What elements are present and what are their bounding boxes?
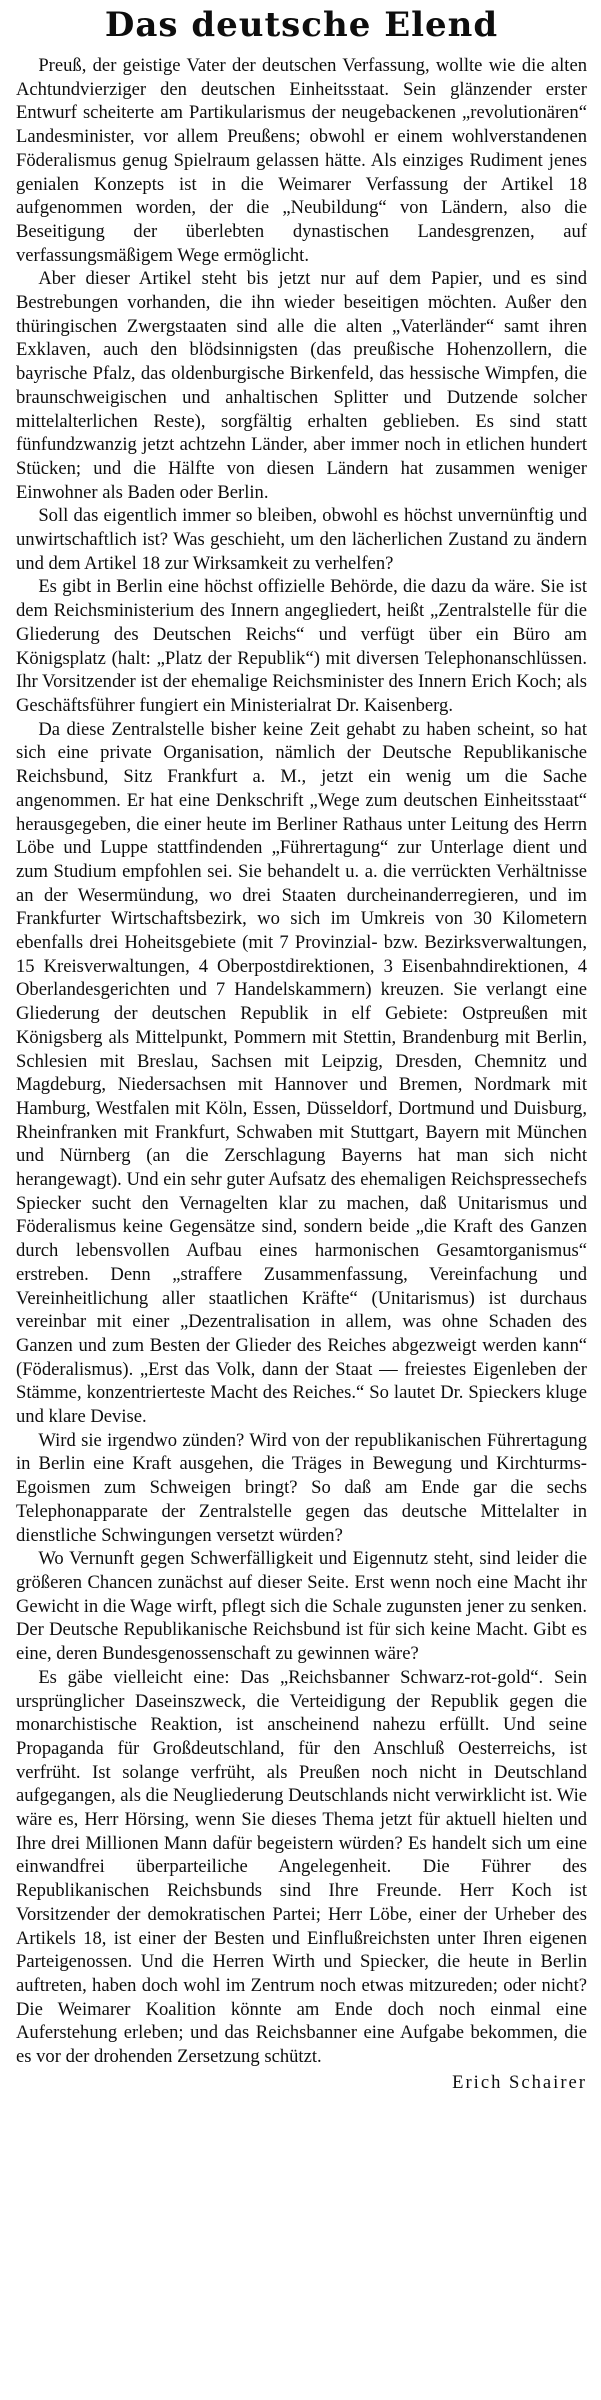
- paragraph-3: Soll das eigentlich immer so bleiben, obwohl es höchst unvernünftig und unwirtschaftlich ist? Was geschieht, um den lächerlichen Zustand zu ändern und dem Artikel 18 zur Wirksamkeit zu verhelfen?: [16, 505, 587, 574]
- article-body: [16, 54, 587, 2094]
- paragraph-1: Preuß, der geistige Vater der deutschen Verfassung, wollte wie die alten Achtundvierziger den deutschen Einheitsstaat. Sein glänzender erster Entwurf scheiterte am Partikularismus der neugebackenen „revolutionären“ Landesminister, vor allem Preußens; obwohl er einem wohlverstandenen Föderalismus genug Spielraum gelassen hätte. Als einziges Rudiment jenes genialen Konzepts ist in die Weimarer Verfassung der Artikel 18 aufgenommen worden, der die „Neubildung“ von Ländern, also die Beseitigung der überlebten dynastischen Landesgrenzen, auf verfassungsmäßigem Wege ermöglicht.: [16, 55, 587, 266]
- article-headline: Das deutsche Elend: [104, 5, 499, 45]
- paragraph-8: Es gäbe vielleicht eine: Das „Reichsbanner Schwarz-rot-gold“. Sein ursprünglicher Daseinszweck, die Verteidigung der Republik gegen die monarchistische Reaktion, ist anscheinend nahezu erfüllt. Und seine Propaganda für Großdeutschland, für den Anschluß Oesterreichs, ist verfrüht. Ist solange verfrüht, als Preußen noch nicht in Deutschland aufgegangen, als die Neugliederung Deutschlands nicht verwirklicht ist. Wie wäre es, Herr Hörsing, wenn Sie dieses Thema jetzt für aktuell hielten und Ihre drei Millionen Mann dafür begeistern würden? Es handelt sich um eine einwandfrei überparteiliche Angelegenheit. Die Führer des Republikanischen Reichsbunds sind Ihre Freunde. Herr Koch ist Vorsitzender der demokratischen Partei; Herr Löbe, einer der Urheber des Artikels 18, ist einer der Besten und Einflußreichsten unter Ihren eigenen Parteigenossen. Und die Herren Wirth und Spiecker, die heute in Berlin auftreten, haben doch wohl im Zentrum noch etwas mitzureden; oder nicht? Die Weimarer Koalition könnte am Ende doch noch einmal eine Auferstehung erleben; und das Reichsbanner eine Aufgabe bekommen, die es vor der drohenden Zersetzung schützt.: [16, 1666, 588, 2068]
- paragraph-2: Aber dieser Artikel steht bis jetzt nur auf dem Papier, und es sind Bestrebungen vorhanden, die ihn wieder beseitigen möchten. Außer den thüringischen Zwergstaaten sind alle die alten „Vaterländer“ samt ihren Exklaven, auch den blödsinnigsten (das preußische Hohenzollern, die bayrische Pfalz, das oldenburgische Birkenfeld, das hessische Wimpfen, die braunschweigischen und anhaltischen Splitter und Dutzende solcher mittelalterlichen Reste), sorgfältig erhalten geblieben. Es sind statt fünfundzwanzig jetzt achtzehn Länder, aber immer noch in etlichen hundert Stücken; und die Hälfte von diesen Ländern hat zusammen weniger Einwohner als Baden oder Berlin.: [16, 268, 587, 503]
- paragraph-4: Es gibt in Berlin eine höchst offizielle Behörde, die dazu da wäre. Sie ist dem Reichsministerium des Innern angegliedert, heißt „Zentralstelle für die Gliederung des Deutschen Reichs“ und verfügt über ein Büro am Königsplatz (halt: „Platz der Republik“) mit diversen Telephonanschlüssen. Ihr Vorsitzender ist der ehemalige Reichsminister des Innern Erich Koch; als Geschäftsführer fungiert ein Ministerialrat Dr. Kaisenberg.: [16, 576, 587, 716]
- paragraph-7: Wo Vernunft gegen Schwerfälligkeit und Eigennutz steht, sind leider die größeren Chancen zunächst auf dieser Seite. Erst wenn noch eine Macht ihr Gewicht in die Wage wirft, pflegt sich die Schale zugunsten jener zu senken. Der Deutsche Republikanische Reichsbund ist für sich keine Macht. Gibt es eine, deren Bundesgenossenschaft zu gewinnen wäre?: [16, 1548, 587, 1665]
- paragraph-6: Wird sie irgendwo zünden? Wird von der republikanischen Führertagung in Berlin eine Kraft ausgehen, die Träges in Bewegung und Kirchturms-Egoismen zum Schweigen bringt? So daß am Ende gar die sechs Telephonapparate der Zentralstelle gegen das deutsche Mittelalter in dienstliche Schwingungen versetzt würden?: [16, 1429, 587, 1546]
- author-signature: Erich Schairer: [452, 2071, 587, 2093]
- paragraph-5: Da diese Zentralstelle bisher keine Zeit gehabt zu haben scheint, so hat sich eine private Organisation, nämlich der Deutsche Republikanische Reichsbund, Sitz Frankfurt a. M., jetzt ein wenig um die Sache angenommen. Er hat eine Denkschrift „Wege zum deutschen Einheitsstaat“ herausgegeben, die einer heute im Berliner Rathaus unter Leitung des Herrn Löbe und Luppe stattfindenden „Führertagung“ zur Unterlage dient und zum Studium empfohlen sei. Sie behandelt u. a. die verrückten Verhältnisse an der Wesermündung, wo drei Staaten durcheinanderregieren, und im Frankfurter Wirtschaftsbezirk, wo sich im Umkreis von 30 Kilometern ebenfalls drei Hoheitsgebiete (mit 7 Provinzial- bzw. Bezirksverwaltungen, 15 Kreisverwaltungen, 4 Oberpostdirektionen, 3 Eisenbahndirektionen, 4 Oberlandesgerichten und 7 Handelskammern) kreuzen. Sie verlangt eine Gliederung der deutschen Republik in elf Gebiete: Ostpreußen mit Königsberg als Mittelpunkt, Pommern mit Stettin, Brandenburg mit Berlin, Schlesien mit Breslau, Sachsen mit Leipzig, Dresden, Chemnitz und Magdeburg, Niedersachsen mit Hannover und Bremen, Nordmark mit Hamburg, Westfalen mit Köln, Essen, Düsseldorf, Dortmund und Duisburg, Rheinfranken mit Frankfurt, Schwaben mit Stuttgart, Bayern mit München und Nürnberg (an die Zerschlagung Bayerns hat man sich nicht herangewagt). Und ein sehr guter Aufsatz des ehemaligen Reichspressechefs Spiecker sucht den Vernagelten klar zu machen, daß Unitarismus und Föderalismus keine Gegensätze sind, sondern beide „die Kraft des Ganzen durch lebensvollen Aufbau eines harmonischen Gesamtorganismus“ erstreben. Denn „straffere Zusammenfassung, Vereinfachung und Vereinheitlichung aller staatlichen Kräfte“ (Unitarismus) ist durchaus vereinbar mit einer „Dezentralisation in allem, was ohne Schaden des Ganzen und zum Besten der Glieder des Reiches abgezweigt werden kann“ (Föderalismus). „Erst das Volk, dann der Staat — freiestes Eigenleben der Stämme, konzentrierteste Macht des Reiches.“ So lautet Dr. Spieckers kluge und klare Devise.: [16, 718, 587, 1428]
